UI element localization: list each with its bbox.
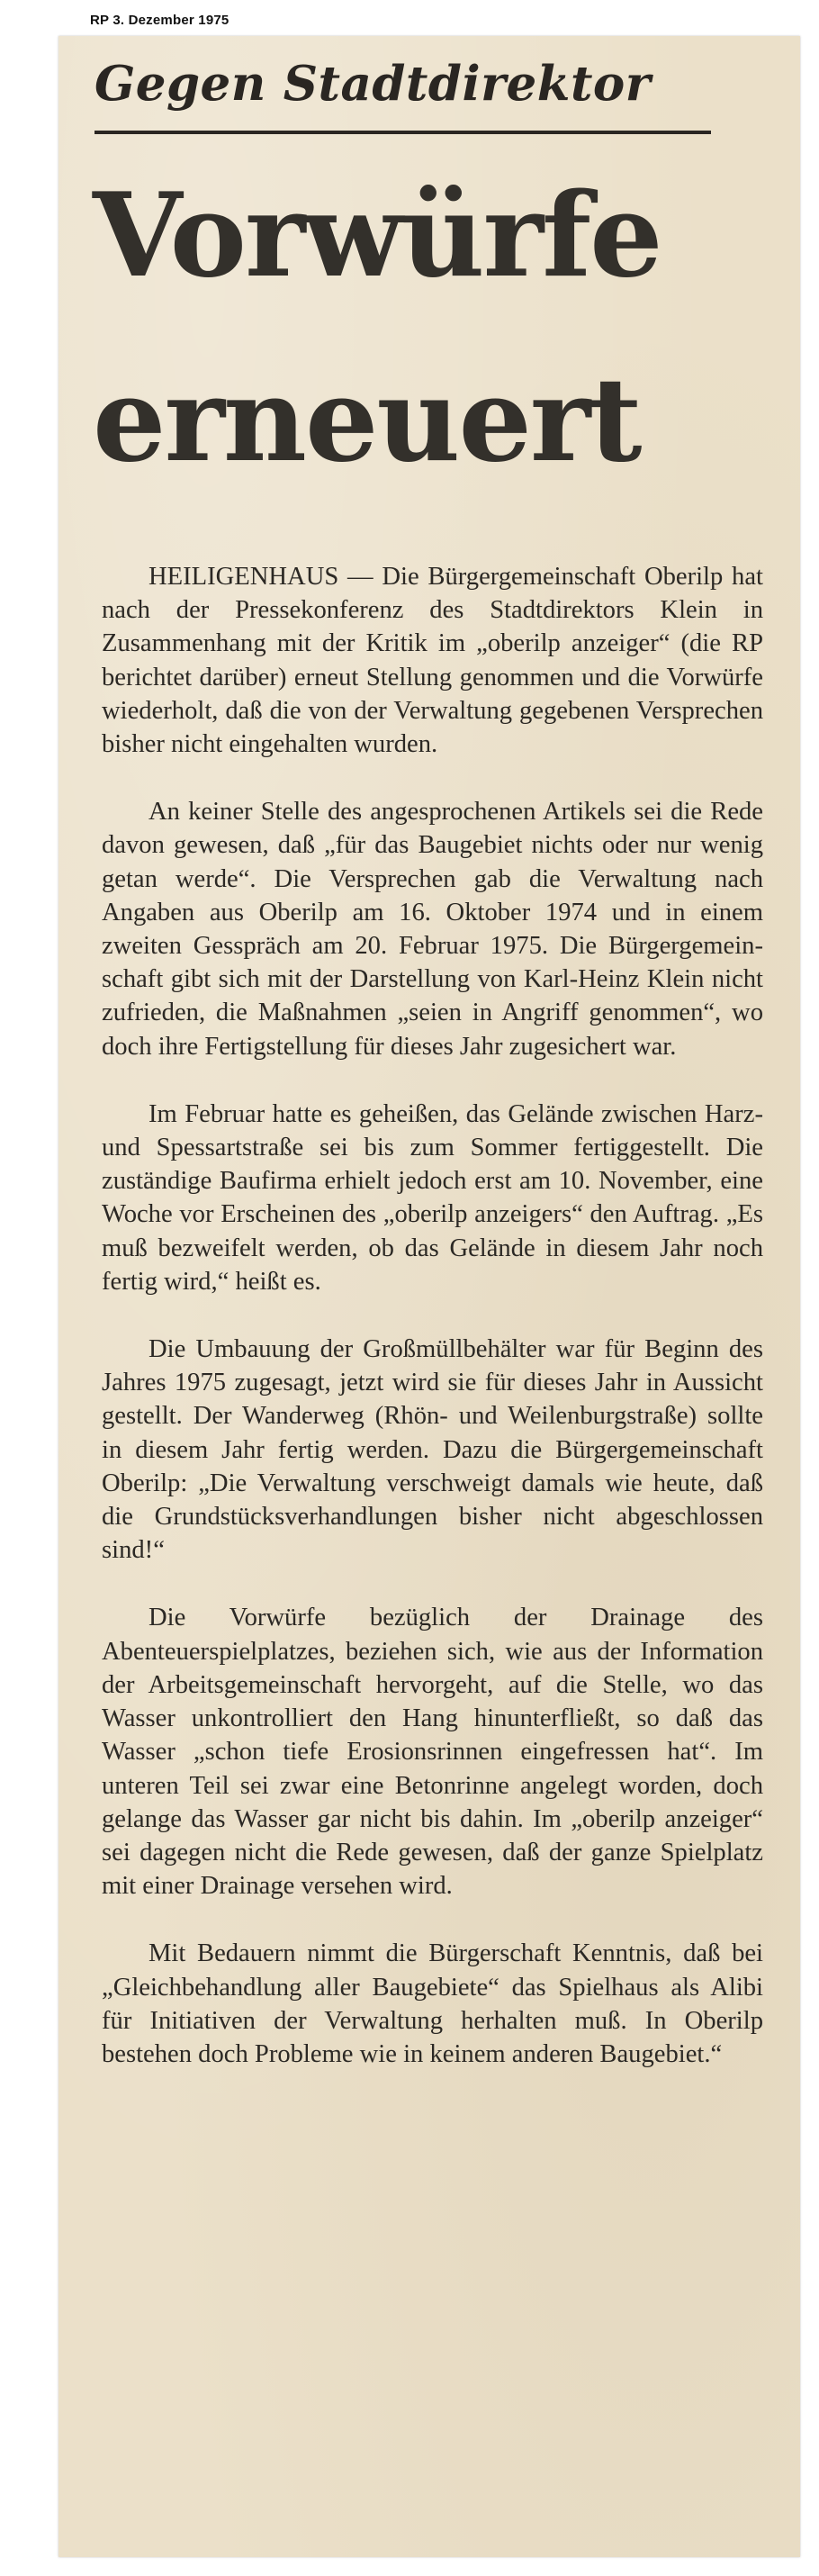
newspaper-clipping	[58, 36, 800, 2557]
article-paragraph: An keiner Stelle des angesprochenen Artikels sei die Rede davon gewesen, daß „für das Baugebiet nichts oder nur wenig getan werde“. Die Versprechen gab die Verwaltung nach Angaben aus Oberilp am 16. Oktober 1974 und in einem zweiten Gesspräch am 20. Februar 1975. Die Bürgergemeinschaft gibt sich mit der Darstellung von Karl-Heinz Klein nicht zufrieden, die Maßnahmen „seien in Angriff genommen“, wo doch ihre Fertigstellung für dieses Jahr zugesichert war.	[102, 798, 763, 1061]
article-paragraph: Die Vorwürfe bezüglich der Drainage des Abenteuerspielplatzes, beziehen sich, wie aus der Information der Arbeitsgemeinschaft hervorgeht, auf die Stelle, wo das Wasser unkontrolliert den Hang hinunterfließt, so daß das Wasser „schon tiefe Erosionsrinnen eingefressen hat“. Im unteren Teil sei zwar eine Betonrinne angelegt worden, doch gelange das Wasser gar nicht bis dahin. Im „oberilp anzeiger“ sei dagegen nicht die Rede gewesen, daß der ganze Spielplatz mit einer Drainage versehen wird.	[102, 1604, 763, 1901]
kicker-underline	[94, 131, 711, 134]
article-paragraph: Im Februar hatte es geheißen, das Gelände zwischen Harz- und Spessartstraße sei bis zum Sommer fertiggestellt. Die zuständige Baufirma erhielt jedoch erst am 10. November, eine Woche vor Erscheinen des „oberilp anzeigers“ den Auftrag. „Es muß bezweifelt werden, ob das Gelände in diesem Jahr noch fertig wird,“ heißt es.	[102, 1099, 763, 1296]
article-paragraph: Mit Bedauern nimmt die Bürgerschaft Kenntnis, daß bei „Gleichbehandlung aller Baugebiete“ das Spielhaus als Alibi für Initiativen der Verwaltung herhalten muß. In Oberilp bestehen doch Probleme wie in keinem anderen Baugebiet.“	[102, 1939, 763, 2068]
article-body	[102, 560, 763, 2105]
headline-line-2: erneuert	[93, 353, 641, 488]
article-paragraph: HEILIGENHAUS — Die Bürgergemeinschaft Oberilp hat nach der Pressekonferenz des Stadtdirektors Klein in Zusammenhang mit der Kritik im „oberilp anzeiger“ (die RP berichtet darüber) erneut Stellung genommen und die Vorwürfe wiederholt, daß die von der Verwaltung gegebenen Versprechen bisher nicht eingehalten wurden.	[102, 563, 763, 759]
article-paragraph: Die Umbauung der Großmüllbehälter war für Beginn des Jahres 1975 zugesagt, jetzt wird sie für dieses Jahr in Aussicht gestellt. Der Wanderweg (Rhön- und Weilenburgstraße) sollte in diesem Jahr fertig werden. Dazu die Bürgergemeinschaft Oberilp: „Die Verwaltung verschweigt damals wie heute, daß die Grundstücksverhandlungen bisher nicht abgeschlossen sind!“	[102, 1335, 763, 1565]
source-label: RP 3. Dezember 1975	[90, 13, 230, 28]
article-kicker: Gegen Stadtdirektor	[94, 56, 652, 112]
article-headline	[93, 144, 777, 513]
headline-line-1: Vorwürfe	[93, 168, 662, 303]
